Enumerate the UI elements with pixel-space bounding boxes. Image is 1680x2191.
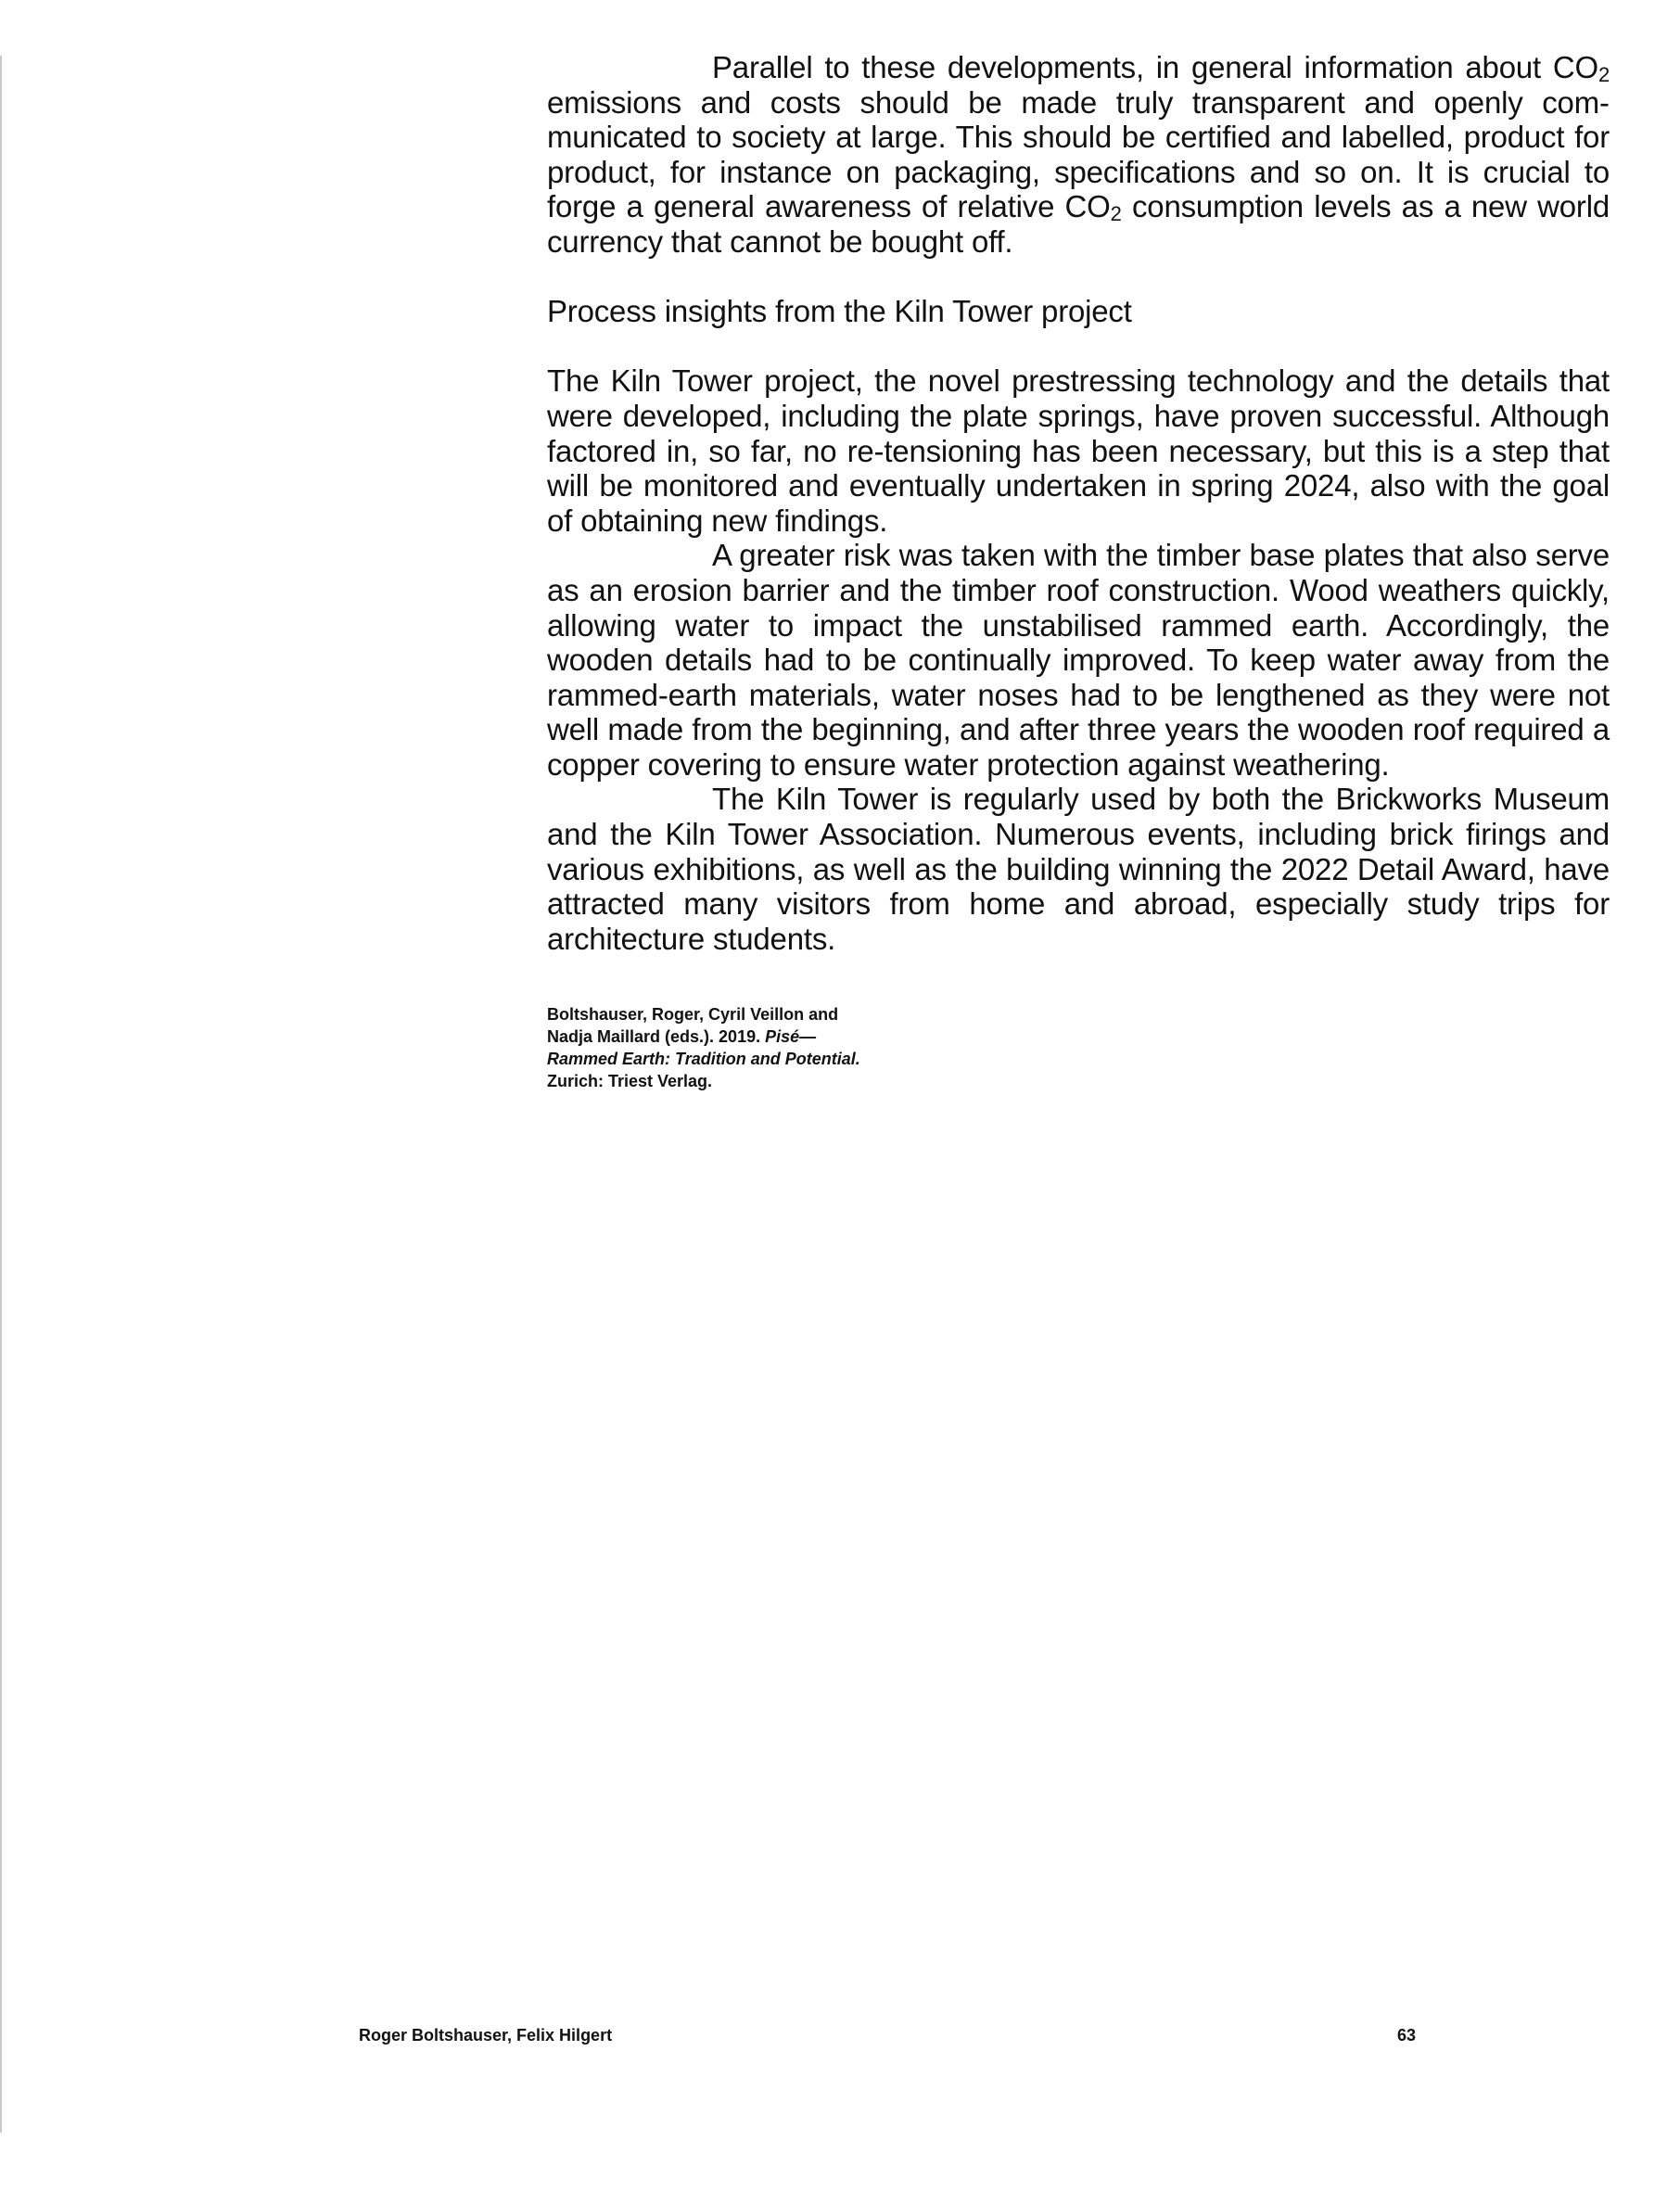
main-text-column — [547, 50, 1610, 956]
page-number: 63 — [1397, 2026, 1417, 2045]
citation-title: Pisé—Rammed Earth: Tradition and Potential. — [547, 1027, 860, 1068]
paragraph-kiln-tower-usage: The Kiln Tower is regularly used by both the Brickworks Museum and the Kiln Tower Association. Numerous events, including brick firings and various exhibitions, as well as the building winning the 2022 Detail Award, have attracted many visitors from home and abroad, especially study trips for architecture students. — [547, 782, 1610, 956]
bibliography-citation — [547, 1003, 881, 1092]
co2-subscript-1: 2 — [1597, 63, 1610, 86]
citation-publisher: Zurich: Triest Verlag. — [547, 1072, 713, 1090]
paragraph-timber-risk: A greater risk was taken with the timber base plates that also serve as an erosion barrier and the timber roof construction. Wood weathers quickly, allowing water to impact the unstabilised rammed earth. Accordingly, the wooden details had to be continually improved. To keep water away from the rammed-earth materials, water noses had to be lengthened as they were not well made from the beginning, and after three years the wooden roof required a copper covering to ensure water protection against weathering. — [547, 538, 1610, 782]
paragraph-co2-text-a: Parallel to these developments, in general information about CO — [712, 50, 1598, 84]
section-heading: Process insights from the Kiln Tower project — [547, 294, 1132, 329]
paragraph-co2-transparency — [547, 50, 1610, 260]
page-edge-line — [0, 56, 2, 2133]
citation-authors: Boltshauser, Roger, Cyril Veillon and Nadja Maillard (eds.). 2019. — [547, 1005, 839, 1046]
paragraph-co2-text-b: emissions and costs should be made truly transparent and openly communicated to society at large. This should be certified and labelled, product for product, for instance on packaging, specifications and so on. It is crucial to forge a general awareness of relative CO — [547, 84, 1610, 224]
footer-authors: Roger Boltshauser, Felix Hilgert — [359, 2026, 613, 2045]
co2-subscript-2: 2 — [1110, 202, 1122, 226]
paragraph-co2-text-c: consumption levels as a new world currency that cannot be bought off. — [547, 189, 1610, 259]
paragraph-kiln-tower-success: The Kiln Tower project, the novel prestressing technology and the details that were developed, including the plate springs, have proven successful. Although factored in, so far, no re-tensioning has been necessary, but this is a step that will be monitored and eventually undertaken in spring 2024, also with the goal of obtaining new findings. — [547, 363, 1610, 538]
